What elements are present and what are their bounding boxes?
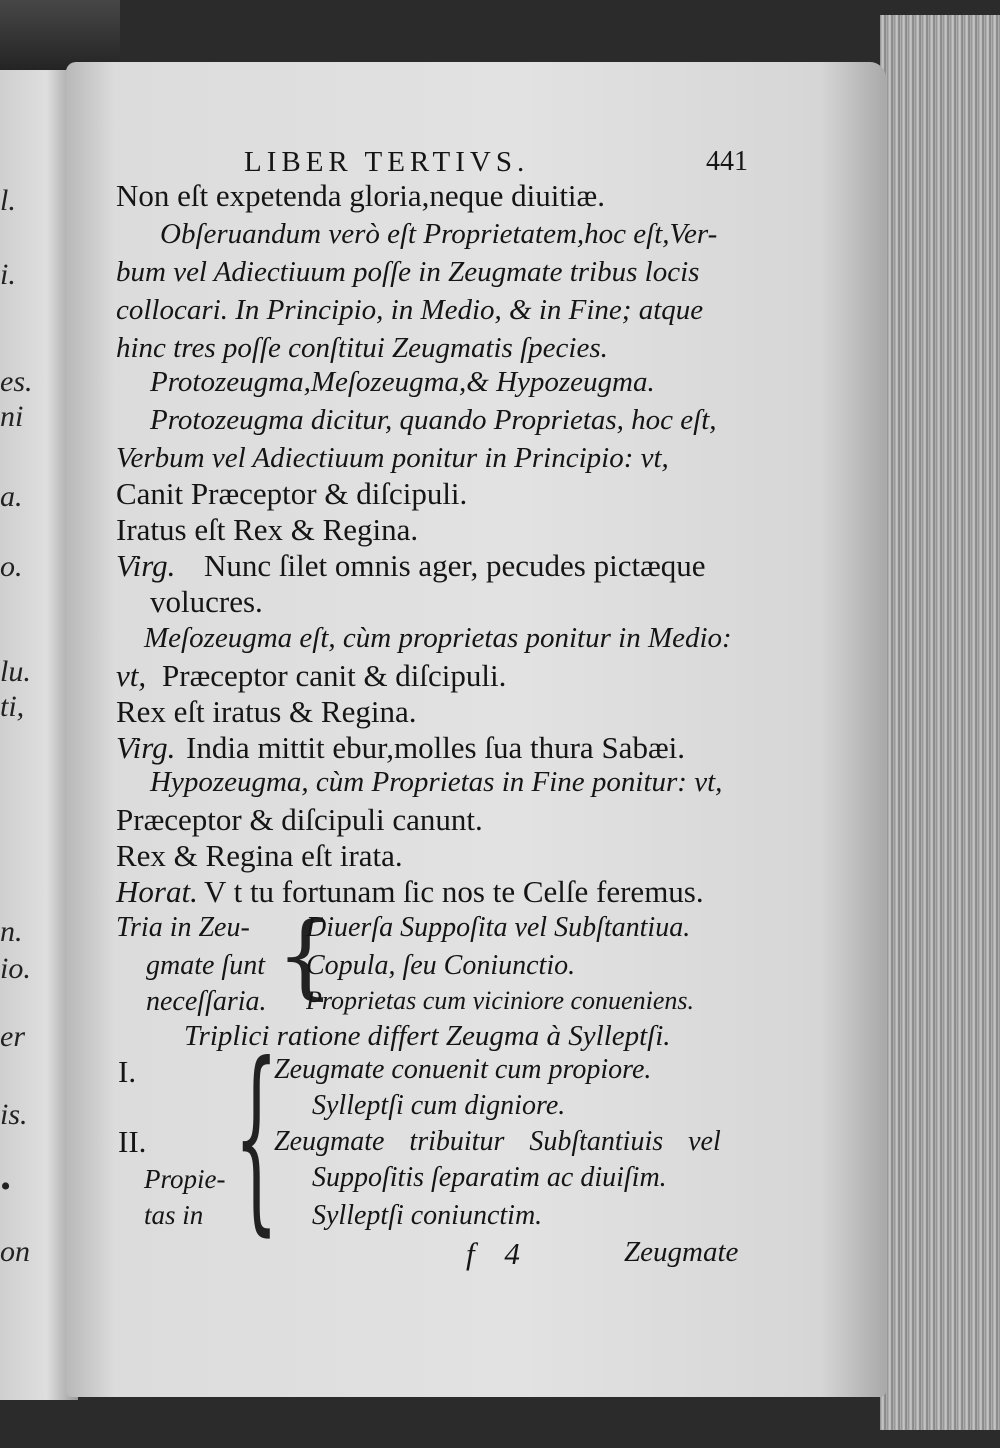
text-line: Non eſt expetenda gloria,neque diuitiæ. bbox=[116, 178, 605, 213]
left-brace: { bbox=[276, 902, 335, 1009]
left-fragment: o. bbox=[0, 550, 23, 583]
left-fragment: • bbox=[0, 1170, 11, 1203]
left-fragment: ti, bbox=[0, 690, 25, 723]
running-title: LIBER TERTIVS. bbox=[244, 146, 530, 178]
tria-right: Copula, ſeu Coniunctio. bbox=[306, 950, 576, 981]
text-line: Meſozeugma eſt, cùm proprietas ponitur in Medio: bbox=[144, 622, 732, 654]
text-line: Obſeruandum verò eſt Proprietatem,hoc eſt,Ver- bbox=[160, 218, 718, 250]
left-fragment: ni bbox=[0, 400, 24, 433]
catchword: Zeugmate bbox=[624, 1236, 739, 1268]
numeral: II. bbox=[118, 1124, 147, 1159]
left-fragment: on bbox=[0, 1235, 30, 1268]
tria-right: Proprietas cum viciniore conueniens. bbox=[306, 986, 694, 1015]
left-fragment: lu. bbox=[0, 655, 31, 688]
left-fragment: es. bbox=[0, 365, 33, 398]
tria-left: neceſſaria. bbox=[146, 986, 267, 1017]
text-line: Rex & Regina eſt irata. bbox=[116, 838, 403, 873]
text-line: Protozeugma dicitur, quando Proprietas, hoc eſt, bbox=[150, 404, 717, 436]
tria-right: Diuerſa Suppoſita vel Subſtantiua. bbox=[306, 912, 691, 943]
left-fragment: n. bbox=[0, 915, 23, 948]
left-fragment: i. bbox=[0, 258, 16, 291]
difference-line: Zeugmate tribuitur Subſtantiuis vel bbox=[274, 1126, 721, 1157]
text-line: bum vel Adiectiuum poſſe in Zeugmate tribus locis bbox=[116, 256, 700, 288]
text-line: Præceptor & diſcipuli canunt. bbox=[116, 802, 483, 837]
difference-line: Zeugmate conuenit cum propiore. bbox=[274, 1054, 652, 1085]
tria-left: Tria in Zeu- bbox=[116, 912, 250, 943]
text-line: Verbum vel Adiectiuum ponitur in Principio: vt, bbox=[116, 442, 669, 474]
difference-line: Sylleptſi cum digniore. bbox=[312, 1090, 566, 1121]
left-fragment: l. bbox=[0, 184, 16, 217]
author-prefix: Horat. bbox=[116, 874, 198, 909]
left-fragment: is. bbox=[0, 1098, 28, 1131]
text-line: collocari. In Principio, in Medio, & in Fine; atque bbox=[116, 294, 704, 326]
page-number: 441 bbox=[706, 146, 748, 177]
page-edges bbox=[880, 15, 1000, 1430]
left-fragment: er bbox=[0, 1020, 25, 1053]
text-line: Nunc ſilet omnis ager, pecudes pictæque bbox=[204, 548, 706, 583]
text-line: Hypozeugma, cùm Proprietas in Fine ponitur: vt, bbox=[150, 766, 723, 798]
left-fragment: a. bbox=[0, 480, 23, 513]
signature-mark: f 4 bbox=[466, 1236, 520, 1271]
side-label: Propie- bbox=[144, 1164, 226, 1194]
numeral: I. bbox=[118, 1054, 137, 1089]
text-line: Protozeugma,Meſozeugma,& Hypozeugma. bbox=[150, 366, 655, 398]
text-line: Canit Præceptor & diſcipuli. bbox=[116, 476, 468, 511]
text-line: Rex eſt iratus & Regina. bbox=[116, 694, 417, 729]
text-line: Triplici ratione differt Zeugma à Sylleptſi. bbox=[184, 1020, 671, 1052]
text-line: volucres. bbox=[150, 584, 263, 619]
left-fragment: io. bbox=[0, 952, 31, 985]
author-prefix: Virg. bbox=[116, 730, 176, 765]
text-line: Præceptor canit & diſcipuli. bbox=[162, 658, 507, 693]
side-label: tas in bbox=[144, 1200, 204, 1230]
book-page bbox=[66, 62, 886, 1397]
tria-left: gmate ſunt bbox=[146, 950, 265, 981]
text-line: hinc tres poſſe conſtitui Zeugmatis ſpecies. bbox=[116, 332, 608, 364]
author-prefix: Virg. bbox=[116, 548, 176, 583]
text-line: India mittit ebur,molles ſua thura Sabæi. bbox=[186, 730, 685, 765]
large-brace: { bbox=[234, 1021, 279, 1254]
text-line: Iratus eſt Rex & Regina. bbox=[116, 512, 419, 547]
difference-line: Sylleptſi coniunctim. bbox=[312, 1200, 543, 1231]
vt-prefix: vt, bbox=[116, 658, 147, 693]
difference-line: Suppoſitis ſeparatim ac diuiſim. bbox=[312, 1162, 667, 1193]
text-line: V t tu fortunam ſic nos te Celſe feremus. bbox=[204, 874, 704, 909]
